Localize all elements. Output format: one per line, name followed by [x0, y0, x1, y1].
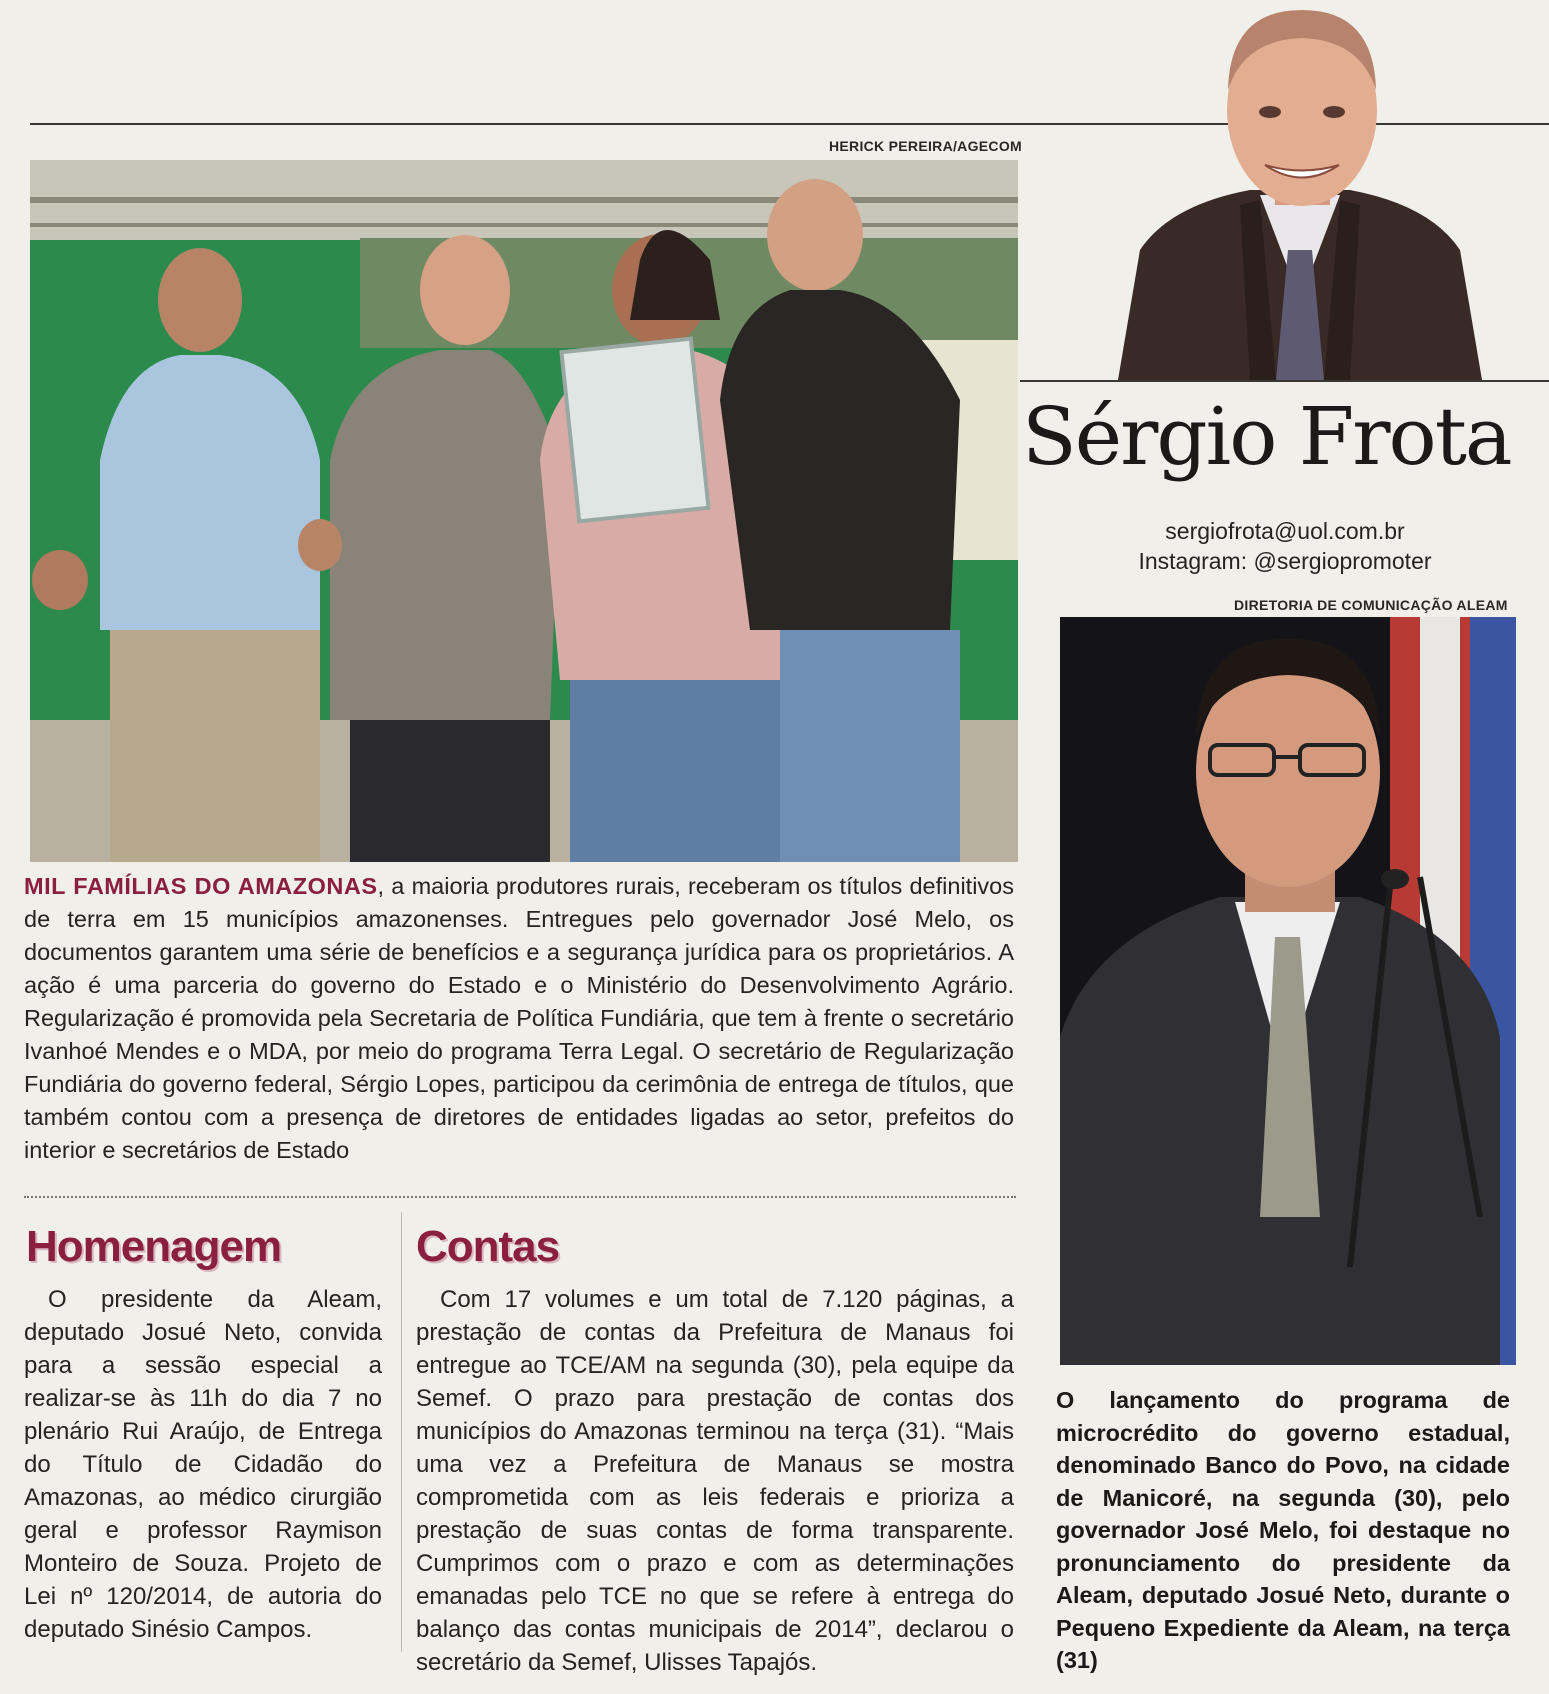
- side-photo-caption: O lançamento do programa de microcrédito do governo estadual, denominado Banco do Povo, na cidade de Manicoré, na segunda (30), pelo governador José Melo, foi destaque no pronunciamento do presidente da Aleam, deputado Josué Neto, durante o Pequeno Expediente da Aleam, na terça (31): [1056, 1387, 1510, 1673]
- contas-paragraph: Com 17 volumes e um total de 7.120 páginas, a prestação de contas da Prefeitura de Manaus foi entregue ao TCE/AM na segunda (30), pela equipe da Semef. O prazo para prestação de contas dos municípios do Amazonas terminou na terça (31). “Mais uma vez a Prefeitura de Manaus se mostra comprometida com as leis federais e prioriza a prestação de suas contas de forma transparente. Cumprimos com o prazo e com as determinações emanadas pelo TCE no que se refere à entrega do balanço das contas municipais de 2014”, declarou o secretário da Semef, Ulisses Tapajós.: [416, 1286, 1014, 1676]
- homenagem-paragraph: O presidente da Aleam, deputado Josué Neto, convida para a sessão especial a realizar-se às 11h do dia 7 no plenário Rui Araújo, de Entrega do Título de Cidadão do Amazonas, ao médico cirurgião geral e professor Raymison Monteiro de Souza. Projeto de Lei nº 120/2014, de autoria do deputado Sinésio Campos.: [24, 1286, 382, 1643]
- dotted-divider: [24, 1196, 1016, 1198]
- columnist-instagram: Instagram: @sergiopromoter: [1138, 548, 1432, 574]
- columnist-email: sergiofrota@uol.com.br: [1165, 518, 1405, 544]
- main-photo-credit: HERICK PEREIRA/AGECOM: [829, 138, 1022, 154]
- caption-kicker: MIL FAMÍLIAS DO AMAZONAS: [24, 873, 378, 899]
- columnist-rule: [1020, 380, 1549, 382]
- contas-body: [416, 1283, 1014, 1679]
- columnist-portrait: [1110, 0, 1490, 380]
- homenagem-body: [24, 1283, 382, 1646]
- side-photo-credit: DIRETORIA DE COMUNICAÇÃO ALEAM: [1234, 597, 1508, 613]
- homenagem-title: Homenagem: [26, 1222, 282, 1271]
- column-separator: [401, 1212, 402, 1652]
- main-photo-caption: [24, 870, 1014, 1167]
- side-photo: [1060, 617, 1516, 1365]
- columnist-name: Sérgio Frota: [1022, 390, 1511, 483]
- contas-title: Contas: [416, 1222, 560, 1271]
- main-photo: [30, 160, 1018, 862]
- caption-body: , a maioria produtores rurais, receberam os títulos definitivos de terra em 15 municípios amazonenses. Entregues pelo governador José Melo, os documentos garantem uma série de benefícios e a segurança jurídica para os proprietários. A ação é uma parceria do governo do Estado e o Ministério do Desenvolvimento Agrário. Regularização é promovida pela Secretaria de Política Fundiária, que tem à frente o secretário Ivanhoé Mendes e o MDA, por meio do programa Terra Legal. O secretário de Regularização Fundiária do governo federal, Sérgio Lopes, participou da cerimônia de entrega de títulos, que também contou com a presença de diretores de entidades ligadas ao setor, prefeitos do interior e secretários de Estado: [24, 873, 1014, 1163]
